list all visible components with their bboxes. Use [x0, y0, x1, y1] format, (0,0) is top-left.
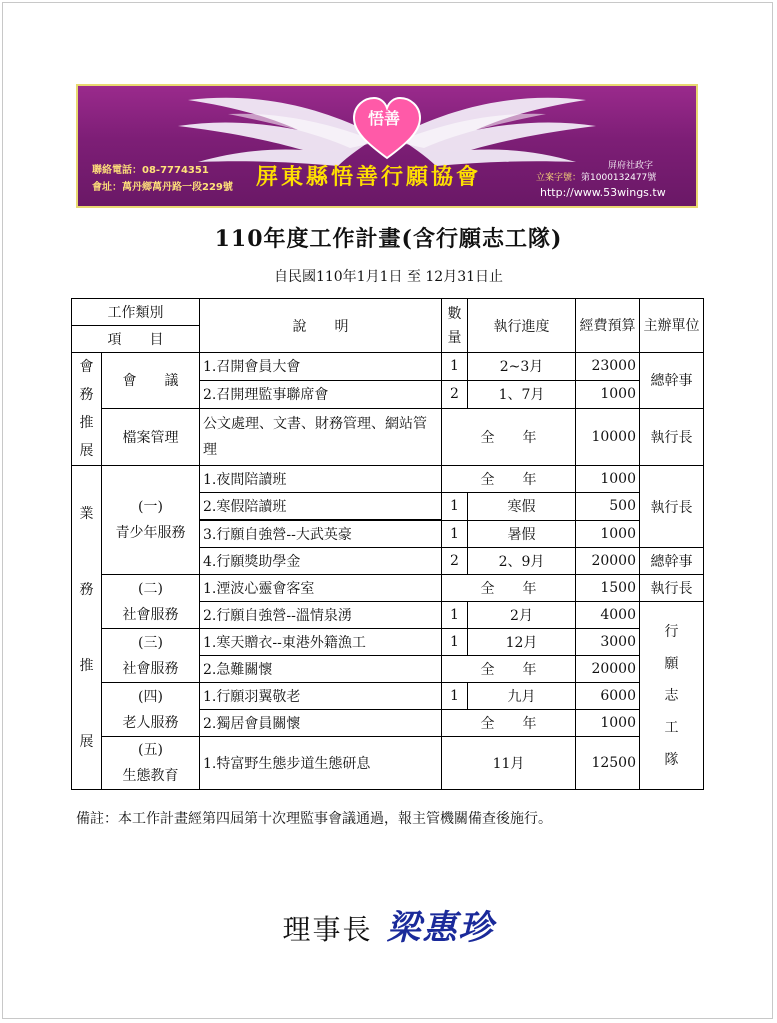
- item-youth: [102, 466, 200, 575]
- item-elder-number: (四): [138, 688, 163, 705]
- row-progress: 寒假: [468, 493, 576, 521]
- row-budget: 1000: [576, 520, 640, 548]
- row-progress: 1、7月: [468, 380, 576, 408]
- row-desc: 1.特富野生態步道生態研息: [200, 737, 442, 790]
- row-qty: 1: [442, 629, 468, 656]
- row-progress: 九月: [468, 683, 576, 710]
- row-qty: 2: [442, 380, 468, 408]
- phone-number: 聯絡電話：08-7774351: [92, 165, 209, 176]
- table-row: [72, 408, 704, 465]
- row-budget: 20000: [576, 548, 640, 575]
- signature-name: 梁惠珍: [386, 908, 495, 948]
- row-desc: 公文處理、文書、財務管理、網站管理: [200, 408, 442, 465]
- footnote: 備註：本工作計畫經第四屆第十次理監事會議通過，報主管機關備查後施行。: [76, 811, 552, 827]
- registration-line2: 第1000132477號: [581, 173, 657, 183]
- registration-info: [536, 160, 656, 184]
- heart-logo-text: 悟善: [367, 109, 400, 128]
- registration-line1: 屏府社政字: [608, 161, 654, 171]
- date-range: 自民國110年1月1日 至 12月31日止: [273, 269, 504, 285]
- signature-block: [0, 900, 777, 949]
- item-eco-number: (五): [138, 742, 163, 758]
- item-social-1-label: 社會服務: [122, 606, 179, 623]
- signature-title: 理事長: [282, 913, 373, 946]
- group-business: 業務推展: [72, 466, 102, 790]
- row-qty: 1: [442, 353, 468, 381]
- row-desc: 4.行願獎助學金: [200, 548, 442, 575]
- row-budget: 10000: [576, 408, 640, 465]
- row-budget: 1500: [576, 575, 640, 602]
- item-social-1-number: (二): [138, 580, 163, 597]
- item-elder-label: 老人服務: [122, 714, 179, 731]
- registration-label: 立案字號：: [536, 173, 582, 183]
- row-budget: 23000: [576, 353, 640, 381]
- header-description: 說 明: [200, 299, 442, 353]
- row-budget: 6000: [576, 683, 640, 710]
- row-qty: 1: [442, 683, 468, 710]
- website-url[interactable]: http://www.53wings.tw: [540, 186, 666, 199]
- row-progress: 2、9月: [468, 548, 576, 575]
- row-desc: 1.夜間陪讀班: [200, 466, 442, 493]
- row-qty: 1: [442, 520, 468, 548]
- association-banner: [76, 84, 698, 208]
- table-row: [72, 629, 704, 656]
- row-budget: 12500: [576, 737, 640, 790]
- item-youth-number: (一): [138, 499, 163, 515]
- organization-name: 屏東縣悟善行願協會: [256, 164, 482, 190]
- row-desc: 1.行願羽翼敬老: [200, 683, 442, 710]
- item-eco: [102, 737, 200, 790]
- row-desc: 2.寒假陪讀班: [200, 493, 442, 521]
- item-youth-label: 青少年服務: [115, 525, 186, 541]
- table-row: [72, 466, 704, 493]
- table-row: [72, 353, 704, 381]
- header-row: [72, 299, 704, 326]
- item-meeting: 會 議: [102, 353, 200, 409]
- row-desc: 2.行願自強營--溫情泉湧: [200, 602, 442, 629]
- row-unit: 執行長: [640, 466, 704, 548]
- row-unit: 執行長: [640, 408, 704, 465]
- header-progress: 執行進度: [468, 299, 576, 353]
- row-desc: 1.召開會員大會: [200, 353, 442, 381]
- row-progress: 全 年: [442, 710, 576, 737]
- row-progress: 2~3月: [468, 353, 576, 381]
- row-unit: 總幹事: [640, 353, 704, 409]
- item-archive: 檔案管理: [102, 408, 200, 465]
- row-progress: 2月: [468, 602, 576, 629]
- row-progress: 11月: [442, 737, 576, 790]
- row-progress: 全 年: [442, 656, 576, 683]
- work-plan-table: [71, 298, 704, 790]
- table-row: [72, 737, 704, 790]
- row-progress: 12月: [468, 629, 576, 656]
- row-qty: 1: [442, 602, 468, 629]
- row-progress: 暑假: [468, 520, 576, 548]
- document-title: 110年度工作計畫(含行願志工隊): [214, 226, 563, 252]
- header-quantity: 數量: [442, 299, 468, 353]
- header-item: 項 目: [72, 326, 200, 353]
- row-desc: 2.急難關懷: [200, 656, 442, 683]
- volunteer-unit-label: 行願志工隊: [664, 623, 679, 768]
- row-unit: 執行長: [640, 575, 704, 602]
- contact-info: [92, 162, 233, 196]
- row-budget: 1000: [576, 380, 640, 408]
- row-budget: 4000: [576, 602, 640, 629]
- row-desc: 2.召開理監事聯席會: [200, 380, 442, 408]
- row-budget: 1000: [576, 710, 640, 737]
- row-unit-volunteer: [640, 602, 704, 790]
- row-budget: 1000: [576, 466, 640, 493]
- header-budget: 經費預算: [576, 299, 640, 353]
- item-elder: [102, 683, 200, 737]
- row-budget: 500: [576, 493, 640, 521]
- row-desc: 2.獨居會員關懷: [200, 710, 442, 737]
- row-desc: 1.湮波心靈會客室: [200, 575, 442, 602]
- row-qty: 1: [442, 493, 468, 521]
- row-budget: 20000: [576, 656, 640, 683]
- row-unit: 總幹事: [640, 548, 704, 575]
- group-meetings: 會務推展: [72, 353, 102, 466]
- row-progress: 全 年: [442, 575, 576, 602]
- item-eco-label: 生態教育: [122, 768, 179, 784]
- row-qty: 2: [442, 548, 468, 575]
- header-unit: 主辦單位: [640, 299, 704, 353]
- table-row: [72, 683, 704, 710]
- row-progress: 全 年: [442, 408, 576, 465]
- row-budget: 3000: [576, 629, 640, 656]
- row-desc: 1.寒天贈衣--東港外籍漁工: [200, 629, 442, 656]
- row-desc: 3.行願自強營--大武英豪: [200, 520, 442, 548]
- address: 會址：萬丹鄉萬丹路一段229號: [92, 182, 233, 193]
- table-row: [72, 575, 704, 602]
- item-social-2-number: (三): [138, 634, 163, 651]
- item-social-1: [102, 575, 200, 629]
- row-progress: 全 年: [442, 466, 576, 493]
- item-social-2-label: 社會服務: [122, 660, 179, 677]
- header-category: 工作類別: [72, 299, 200, 326]
- item-social-2: [102, 629, 200, 683]
